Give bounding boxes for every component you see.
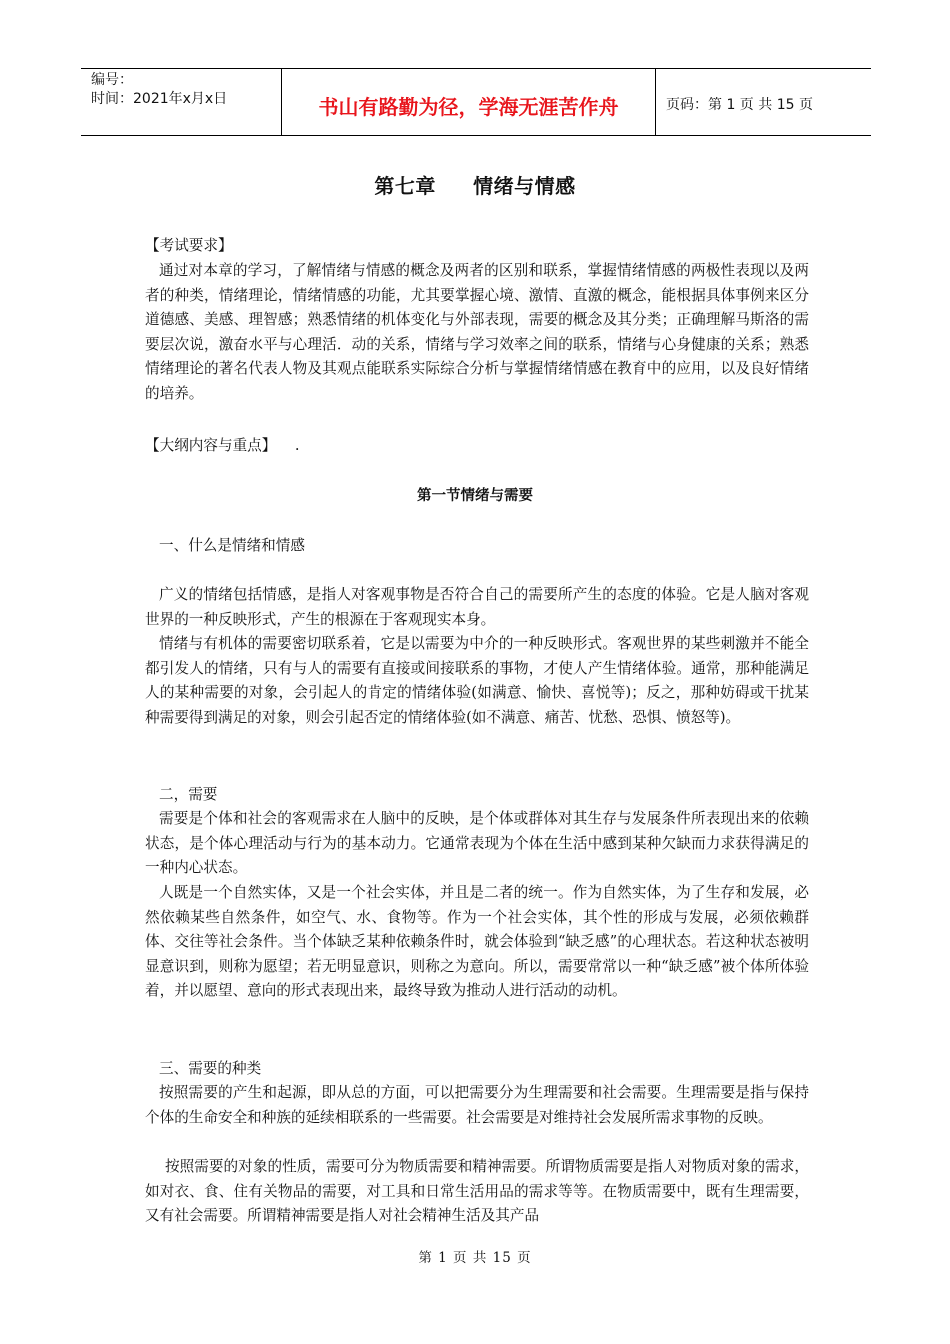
section-title: 第一节情绪与需要 xyxy=(417,488,533,504)
paragraph: 人既是一个自然实体，又是一个社会实体，并且是二者的统一。作为自然实体，为了生存和发展，必然依赖某些自然条件，如空气、水、食物等。作为一个社会实体，其个性的形成与发展，必须依赖群体、交往等社会条件。当个体缺乏某种依赖条件时，就会体验到“缺乏感”的心理状态。若这种状态被明显意识到，则称为愿望；若无明显意识，则称之为意向。所以，需要常常以一种“缺乏感”被个体所体验着，并以愿望、意向的形式表现出来，最终导致为推动人进行活动的动机。 xyxy=(145,884,809,999)
paragraph: 按照需要的对象的性质，需要可分为物质需要和精神需要。所谓物质需要是指人对物质对象的需求，如对衣、食、住有关物品的需要，对工具和日常生活用品的需求等等。在物质需要中，既有生理需要，又有社会需要。所谓精神需要是指人对社会精神生活及其产品 xyxy=(145,1158,809,1224)
header-table xyxy=(81,68,871,136)
paragraph: 广义的情绪包括情感，是指人对客观事物是否符合自己的需要所产生的态度的体验。它是人脑对客观世界的一种反映形式，产生的根源在于客观现实本身。 xyxy=(145,586,809,628)
paragraph: 情绪与有机体的需要密切联系着，它是以需要为中介的一种反映形式。客观世界的某些刺激并不能全都引发人的情绪，只有与人的需要有直接或间接联系的事物，才使人产生情绪体验。通常，那种能满足人的某种需要的对象，会引起人的肯定的情绪体验(如满意、愉快、喜悦等)；反之，那种妨碍或干扰某种需要得到满足的对象，则会引起否定的情绪体验(如不满意、痛苦、忧愁、恐惧、愤怒等)。 xyxy=(145,635,809,726)
page-info: 页码：第 1 页 共 15 页 xyxy=(666,97,813,113)
serial-number-label: 编号： xyxy=(91,72,133,88)
motto: 书山有路勤为径，学海无涯苦作舟 xyxy=(282,69,656,135)
paragraph: 按照需要的产生和起源，即从总的方面，可以把需要分为生理需要和社会需要。生理需要是指与保持个体的生命安全和种族的延续相联系的一些需要。社会需要是对维持社会发展所需求事物的反映。 xyxy=(145,1084,809,1126)
subsection-heading-3: 三、需要的种类 xyxy=(159,1060,262,1077)
subsection-heading-2: 二，需要 xyxy=(159,786,218,803)
chapter-title: 第七章 情绪与情感 xyxy=(374,174,576,198)
header-meta xyxy=(81,69,282,135)
exam-requirements-body: 通过对本章的学习，了解情绪与情感的概念及两者的区别和联系，掌握情绪情感的两极性表现以及两者的种类，情绪理论，情绪情感的功能，尤其要掌握心境、激情、直激的概念，能根据具体事例来区分道德感、美感、理智感；熟悉情绪的机体变化与外部表现，需要的概念及其分类；正确理解马斯洛的需要层次说，激奋水平与心理活．动的关系，情绪与学习效率之间的联系，情绪与心身健康的关系；熟悉情绪理论的著名代表人物及其观点能联系实际综合分析与掌握情绪情感在教育中的应用，以及良好情绪的培养。 xyxy=(145,262,809,402)
exam-requirements-heading: 【考试要求】 xyxy=(145,237,233,254)
paragraph: 需要是个体和社会的客观需求在人脑中的反映，是个体或群体对其生存与发展条件所表现出来的依赖状态，是个体心理活动与行为的基本动力。它通常表现为个体在生活中感到某种欠缺而力求获得满足的一种内心状态。 xyxy=(145,810,809,876)
page-footer: 第 1 页 共 15 页 xyxy=(418,1250,532,1266)
outline-heading: 【大纲内容与重点】 . xyxy=(145,437,300,454)
date-label: 时间：2021年x月x日 xyxy=(91,91,228,107)
subsection-heading-1: 一、什么是情绪和情感 xyxy=(159,537,305,554)
